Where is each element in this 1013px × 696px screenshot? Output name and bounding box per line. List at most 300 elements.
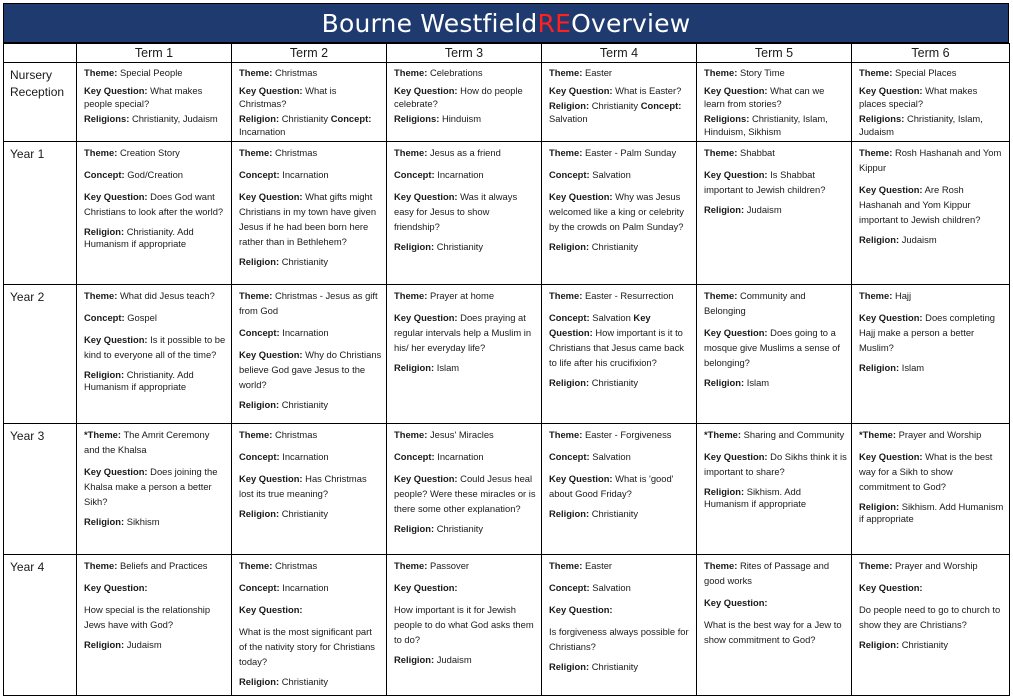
year-label: Year 4 (4, 555, 77, 696)
key-question-value: What gifts might Christians in my town have given Jesus if he had been born here rather than in Bethlehem? (239, 191, 377, 247)
re-overview-sheet (3, 3, 1009, 696)
term-header: Term 5 (697, 44, 852, 63)
religion-label: Religion: (394, 654, 435, 665)
theme-label: Theme: (859, 290, 893, 301)
theme-label: Theme: (394, 560, 428, 571)
religion-value: Christianity. Add Humanism if appropriate (84, 226, 194, 249)
theme-label: Theme: (239, 560, 273, 571)
theme-value: Christmas - Jesus as gift from God (239, 290, 378, 316)
table-body (4, 63, 1010, 696)
key-question-line (859, 310, 1005, 355)
key-question-line (549, 602, 692, 617)
key-question-value: What makes people special? (84, 85, 203, 109)
key-question-value: Does joining the Khalsa make a person a better Sikh? (84, 466, 218, 507)
year-label: Year 1 (4, 142, 77, 285)
key-question-line (704, 595, 847, 610)
term-cell (387, 424, 542, 555)
concept-label: Concept: (549, 451, 590, 462)
concept-label: Concept: (549, 582, 590, 593)
theme-line (704, 145, 847, 160)
concept-label: Concept: (239, 327, 280, 338)
theme-value: Easter - Resurrection (584, 290, 674, 301)
concept-label: Concept: (640, 100, 682, 111)
theme-label: Theme: (549, 147, 583, 158)
key-question-line (704, 449, 847, 479)
concept-line (549, 449, 692, 464)
theme-line (239, 66, 382, 79)
key-question-line (394, 310, 537, 355)
theme-value: Easter (584, 67, 613, 78)
key-question-line (84, 332, 227, 362)
key-question-value: Does God want Christians to look after the world? (84, 191, 224, 217)
key-question-text (549, 624, 692, 654)
key-question-label: Key Question: (549, 85, 613, 96)
theme-label: *Theme: (84, 429, 121, 440)
concept-line (239, 449, 382, 464)
religion-value: Sikhism (126, 516, 160, 527)
term-cell (542, 285, 697, 424)
theme-value: Passover (429, 560, 470, 571)
concept-line (549, 580, 692, 595)
theme-value: Christmas (274, 67, 318, 78)
key-question-label: Key Question: (859, 582, 923, 593)
theme-label: *Theme: (704, 429, 741, 440)
corner-cell (4, 44, 77, 63)
key-question-value: Are Rosh Hashanah and Yom Kippur important to Jewish children? (859, 184, 981, 225)
religion-label: Religion: (239, 399, 280, 410)
theme-label: Theme: (394, 67, 428, 78)
theme-label: Theme: (239, 290, 273, 301)
key-question-line (84, 84, 227, 110)
theme-line (239, 558, 382, 573)
key-question-label: Key Question: (394, 582, 458, 593)
theme-label: Theme: (84, 147, 118, 158)
religion-value: Christianity. Add Humanism if appropriate (84, 369, 194, 392)
term-cell (77, 555, 232, 696)
key-question-label: Key Question: (239, 191, 303, 202)
key-question-line (859, 182, 1005, 227)
key-question-value: How important is it to Christians that Jesus came back to life after his crucifixion? (549, 327, 684, 368)
concept-line (239, 580, 382, 595)
key-question-text (239, 624, 382, 669)
religion-line (549, 377, 692, 389)
key-question-line (239, 602, 382, 617)
religion-label: Religion: (859, 501, 900, 512)
religion-value: Islam (746, 377, 770, 388)
religion-line (549, 508, 692, 520)
theme-line (239, 427, 382, 442)
religion-label: Religion: (704, 486, 745, 497)
key-question-line (239, 471, 382, 501)
key-question-value: What makes places special? (859, 85, 978, 109)
key-question-value: Does going to a mosque give Muslims a sense of belonging? (704, 327, 840, 368)
religion-line (859, 639, 1005, 651)
religion-label: Religion: (84, 639, 125, 650)
key-question-label: Key Question: (84, 466, 148, 477)
key-question-label: Key Question: (84, 85, 148, 96)
table-header (4, 44, 1010, 63)
theme-line (859, 145, 1005, 175)
theme-value: Prayer at home (429, 290, 495, 301)
concept-value: Incarnation (437, 169, 484, 180)
theme-value: Special People (119, 67, 183, 78)
religion-line (84, 639, 227, 651)
religion-value: Christianity (591, 100, 639, 111)
religion-label: Religion: (549, 241, 590, 252)
theme-label: Theme: (394, 429, 428, 440)
key-question-label: Key Question: (549, 312, 651, 338)
term-cell (77, 424, 232, 555)
key-question-value: Could Jesus heal people? Were these miracles or is there some other explanation? (394, 473, 536, 514)
religion-value: Christianity (901, 639, 949, 650)
year-label: Year 3 (4, 424, 77, 555)
concept-label: Concept: (394, 451, 435, 462)
header-row (4, 44, 1010, 63)
theme-line (394, 558, 537, 573)
theme-label: Theme: (704, 560, 738, 571)
theme-line (859, 558, 1005, 573)
theme-line (549, 145, 692, 160)
term-cell (542, 142, 697, 285)
religion-label: Religion: (239, 256, 280, 267)
term-cell (542, 555, 697, 696)
key-question-label: Key Question: (239, 604, 303, 615)
theme-value: Story Time (739, 67, 785, 78)
key-question-line (394, 84, 537, 110)
concept-value: Incarnation (282, 169, 329, 180)
key-question-label: Key Question: (549, 604, 613, 615)
term-cell (232, 142, 387, 285)
religion-concept-line (239, 112, 382, 138)
religions-line (394, 112, 537, 125)
concept-line (239, 167, 382, 182)
key-question-value: Do people need to go to church to show they are Christians? (859, 604, 1001, 630)
theme-value: Christmas (274, 429, 318, 440)
religion-concept-line (549, 99, 692, 125)
theme-value: Easter - Palm Sunday (584, 147, 677, 158)
religion-value: Islam (901, 362, 925, 373)
term-cell (697, 424, 852, 555)
theme-label: Theme: (84, 67, 118, 78)
concept-value: Incarnation (282, 451, 329, 462)
key-question-label: Key Question: (239, 473, 303, 484)
theme-value: Special Places (894, 67, 957, 78)
theme-value: Jesus as a friend (429, 147, 501, 158)
key-question-label: Key Question: (704, 597, 768, 608)
theme-label: Theme: (239, 429, 273, 440)
religion-label: Religion: (549, 100, 590, 111)
key-question-value: Is it possible to be kind to everyone all of the time? (84, 334, 226, 360)
key-question-label: Key Question: (859, 451, 923, 462)
key-question-label: Key Question: (549, 191, 613, 202)
theme-line (859, 288, 1005, 303)
religion-line (84, 369, 227, 393)
title-text-after: Overview (571, 8, 691, 38)
term-cell (852, 555, 1010, 696)
religion-label: Religion: (84, 369, 125, 380)
religion-label: Religion: (84, 516, 125, 527)
term-header: Term 3 (387, 44, 542, 63)
theme-value: Christmas (274, 147, 318, 158)
theme-label: Theme: (859, 560, 893, 571)
theme-label: Theme: (84, 560, 118, 571)
theme-value: What did Jesus teach? (119, 290, 215, 301)
religion-value: Christianity (281, 676, 329, 687)
religions-label: Religions: (394, 113, 440, 124)
theme-line (84, 558, 227, 573)
key-question-value: What is 'good' about Good Friday? (549, 473, 674, 499)
term-cell (697, 63, 852, 142)
term-cell (387, 63, 542, 142)
theme-line (394, 145, 537, 160)
year-label: Nursery Reception (4, 63, 77, 142)
key-question-value: How special is the relationship Jews have with God? (84, 604, 211, 630)
title-text-before: Bourne Westfield (321, 8, 538, 38)
concept-label: Concept: (239, 169, 280, 180)
theme-line (239, 145, 382, 160)
table-row (4, 63, 1010, 142)
theme-label: *Theme: (859, 429, 896, 440)
religion-value: Christianity (281, 399, 329, 410)
religion-value: Sikhism. Add Humanism if appropriate (704, 486, 807, 509)
religion-label: Religion: (239, 676, 280, 687)
key-question-label: Key Question: (394, 312, 458, 323)
table-row (4, 285, 1010, 424)
religion-value: Christianity (591, 377, 639, 388)
religion-label: Religion: (704, 204, 745, 215)
concept-value: Incarnation (437, 451, 484, 462)
table-row (4, 555, 1010, 696)
theme-label: Theme: (239, 67, 273, 78)
key-question-line (704, 325, 847, 370)
key-question-text (704, 617, 847, 647)
theme-line (549, 558, 692, 573)
key-question-line (239, 189, 382, 249)
key-question-label: Key Question: (394, 85, 458, 96)
key-question-value: Does completing Hajj make a person a better Muslim? (859, 312, 995, 353)
concept-label: Concept: (394, 169, 435, 180)
key-question-value: Do Sikhs think it is important to share? (704, 451, 847, 477)
religion-label: Religion: (859, 639, 900, 650)
theme-line (859, 66, 1005, 79)
religion-line (239, 676, 382, 688)
term-cell (697, 285, 852, 424)
key-question-value: Is Shabbat important to Jewish children? (704, 169, 826, 195)
key-question-line (549, 189, 692, 234)
religions-value: Christianity, Islam, Judaism (859, 113, 983, 137)
religion-label: Religion: (859, 234, 900, 245)
term-header: Term 1 (77, 44, 232, 63)
term-cell (852, 285, 1010, 424)
religion-value: Christianity (591, 241, 639, 252)
religion-label: Religion: (859, 362, 900, 373)
concept-line (84, 310, 227, 325)
term-cell (232, 285, 387, 424)
theme-label: Theme: (549, 67, 583, 78)
term-cell (232, 63, 387, 142)
religion-line (859, 234, 1005, 246)
concept-label: Concept: (239, 582, 280, 593)
key-question-label: Key Question: (859, 312, 923, 323)
concept-line (394, 167, 537, 182)
theme-value: Celebrations (429, 67, 483, 78)
key-question-line (84, 580, 227, 595)
religion-line (549, 241, 692, 253)
theme-value: Easter - Forgiveness (584, 429, 672, 440)
key-question-label: Key Question: (394, 191, 458, 202)
theme-label: Theme: (549, 290, 583, 301)
religion-value: Judaism (746, 204, 782, 215)
religion-label: Religion: (549, 508, 590, 519)
religions-line (84, 112, 227, 125)
concept-value: Salvation (592, 169, 631, 180)
theme-line (84, 288, 227, 303)
theme-line (549, 288, 692, 303)
key-question-label: Key Question: (239, 349, 303, 360)
term-cell (852, 63, 1010, 142)
religion-line (859, 501, 1005, 525)
key-question-label: Key Question: (704, 85, 768, 96)
theme-label: Theme: (394, 290, 428, 301)
religion-value: Sikhism. Add Humanism if appropriate (859, 501, 1004, 524)
religion-label: Religion: (84, 226, 125, 237)
concept-key-question-line (549, 310, 692, 370)
religions-line (704, 112, 847, 138)
concept-line (239, 325, 382, 340)
religions-label: Religions: (704, 113, 750, 124)
key-question-label: Key Question: (84, 582, 148, 593)
key-question-label: Key Question: (704, 327, 768, 338)
theme-value: Sharing and Community (743, 429, 845, 440)
key-question-label: Key Question: (394, 473, 458, 484)
term-cell (852, 142, 1010, 285)
concept-label: Concept: (549, 312, 590, 323)
term-cell (387, 285, 542, 424)
theme-label: Theme: (859, 67, 893, 78)
key-question-value: Why was Jesus welcomed like a king or celebrity by the crowds on Palm Sunday? (549, 191, 684, 232)
religions-value: Hinduism (441, 113, 482, 124)
term-cell (387, 555, 542, 696)
religion-label: Religion: (549, 377, 590, 388)
key-question-line (704, 167, 847, 197)
religion-line (394, 523, 537, 535)
key-question-label: Key Question: (84, 191, 148, 202)
religion-value: Judaism (126, 639, 162, 650)
key-question-line (549, 84, 692, 97)
key-question-line (84, 189, 227, 219)
key-question-line (84, 464, 227, 509)
key-question-line (859, 84, 1005, 110)
key-question-line (859, 580, 1005, 595)
key-question-line (704, 84, 847, 110)
key-question-line (394, 580, 537, 595)
religion-line (394, 362, 537, 374)
theme-line (704, 66, 847, 79)
theme-label: Theme: (704, 67, 738, 78)
key-question-value: What can we learn from stories? (704, 85, 825, 109)
key-question-label: Key Question: (84, 334, 148, 345)
title-text-accent: RE (537, 8, 572, 38)
religion-value: Christianity (281, 113, 329, 124)
religion-label: Religion: (549, 661, 590, 672)
key-question-line (394, 189, 537, 234)
concept-line (394, 449, 537, 464)
theme-value: Prayer and Worship (894, 560, 978, 571)
theme-line (84, 66, 227, 79)
concept-value: Salvation (592, 451, 631, 462)
concept-value: Salvation (592, 312, 631, 323)
theme-line (549, 427, 692, 442)
concept-line (549, 167, 692, 182)
religion-line (549, 661, 692, 673)
concept-value: Salvation (549, 113, 588, 124)
key-question-value: What is the best way for a Jew to show commitment to God? (704, 619, 842, 645)
theme-line (84, 427, 227, 457)
term-cell (697, 555, 852, 696)
key-question-line (239, 84, 382, 110)
theme-value: Rites of Passage and good works (704, 560, 830, 586)
key-question-label: Key Question: (859, 85, 923, 96)
year-label: Year 2 (4, 285, 77, 424)
concept-value: Gospel (127, 312, 157, 323)
theme-value: Jesus' Miracles (429, 429, 494, 440)
key-question-value: What is the most significant part of the nativity story for Christians today? (239, 626, 375, 667)
key-question-value: How do people celebrate? (394, 85, 523, 109)
religion-value: Judaism (436, 654, 472, 665)
term-cell (387, 142, 542, 285)
religion-line (84, 516, 227, 528)
theme-value: Prayer and Worship (898, 429, 982, 440)
key-question-text (84, 602, 227, 632)
term-cell (542, 424, 697, 555)
religion-value: Judaism (901, 234, 937, 245)
term-cell (697, 142, 852, 285)
religions-label: Religions: (859, 113, 905, 124)
key-question-line (549, 471, 692, 501)
religion-line (84, 226, 227, 250)
theme-value: Easter (584, 560, 613, 571)
theme-label: Theme: (704, 290, 738, 301)
religion-line (394, 654, 537, 666)
religion-line (704, 486, 847, 510)
theme-label: Theme: (239, 147, 273, 158)
key-question-value: Was it always easy for Jesus to show friendship? (394, 191, 518, 232)
concept-value: Incarnation (282, 327, 329, 338)
religion-label: Religion: (704, 377, 745, 388)
term-header: Term 6 (852, 44, 1010, 63)
theme-value: The Amrit Ceremony and the Khalsa (84, 429, 210, 455)
religion-value: Christianity (591, 508, 639, 519)
term-cell (77, 63, 232, 142)
theme-line (394, 66, 537, 79)
religion-line (239, 399, 382, 411)
religions-label: Religions: (84, 113, 130, 124)
religion-line (704, 204, 847, 216)
theme-line (704, 288, 847, 318)
key-question-value: What is Christmas? (239, 85, 337, 109)
religion-value: Islam (436, 362, 460, 373)
theme-line (549, 66, 692, 79)
religion-line (859, 362, 1005, 374)
religion-value: Christianity (281, 256, 329, 267)
theme-label: Theme: (84, 290, 118, 301)
theme-line (394, 288, 537, 303)
overview-table (3, 43, 1010, 696)
theme-label: Theme: (394, 147, 428, 158)
theme-line (239, 288, 382, 318)
theme-value: Shabbat (739, 147, 775, 158)
religion-label: Religion: (394, 241, 435, 252)
